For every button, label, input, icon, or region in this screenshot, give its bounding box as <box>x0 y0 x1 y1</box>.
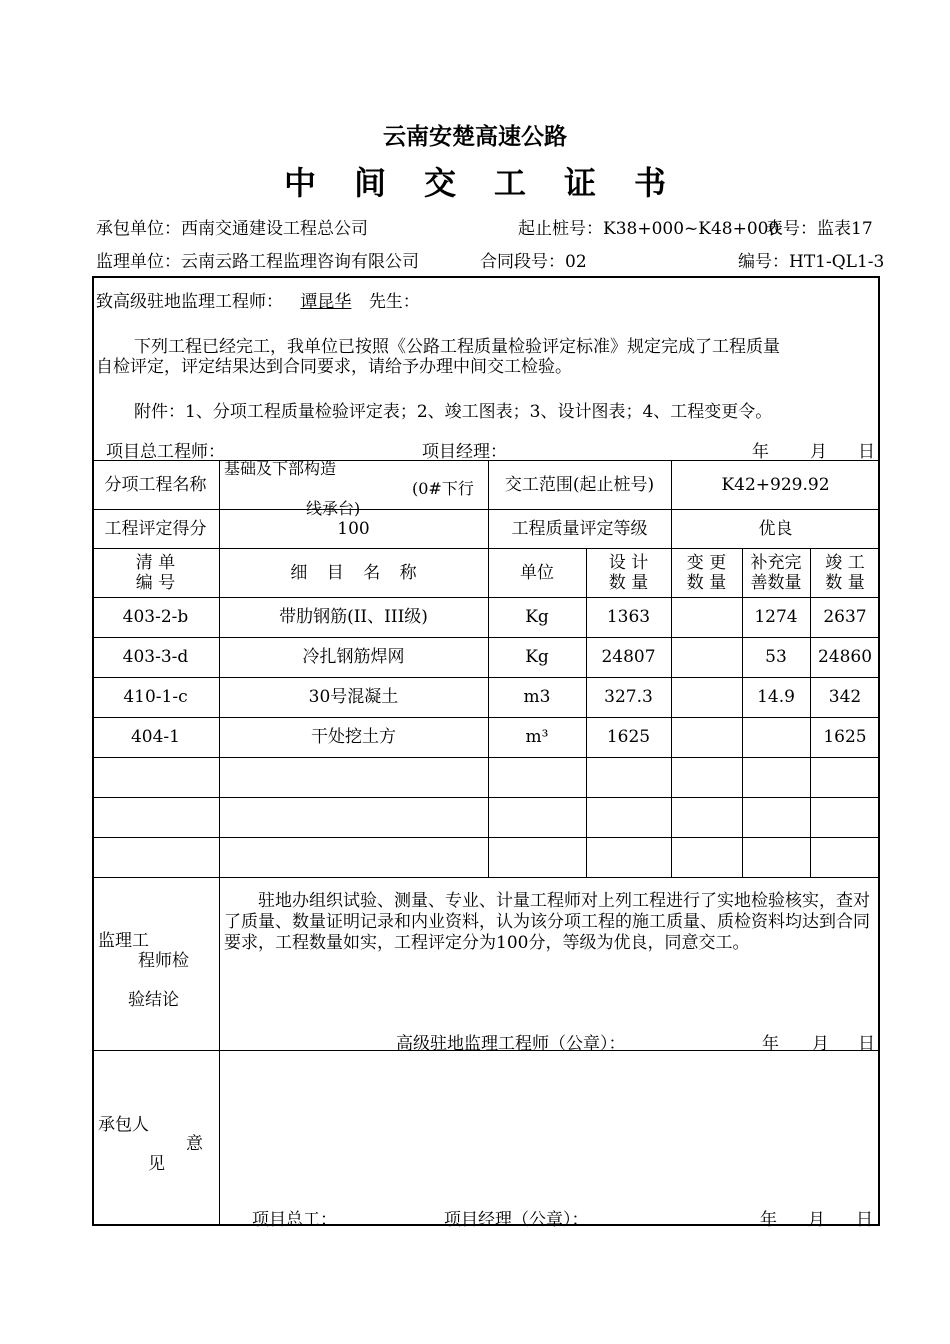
header-design-line2: 数 量 <box>608 572 649 593</box>
header-final <box>810 548 880 597</box>
attachments: 附件：1、分项工程质量检验评定表；2、竣工图表；3、设计图表；4、工程变更令。 <box>134 402 773 422</box>
date-month: 月 <box>810 442 827 462</box>
conclusion-signer: 高级驻地监理工程师（公章）： <box>396 1034 626 1054</box>
row-item-name: 冷扎钢筋焊网 <box>302 647 405 667</box>
row-item-name: 30号混凝土 <box>308 687 399 707</box>
contractor-label-line1: 承包人 <box>98 1115 149 1135</box>
row-unit: m³ <box>525 727 549 747</box>
contractor-chief: 项目总工： <box>252 1210 337 1230</box>
supervisor-unit: 监理单位：云南云路工程监理咨询有限公司 <box>96 252 419 272</box>
row-supplement-qty: 53 <box>765 647 787 667</box>
row-change-qty <box>671 637 742 677</box>
header-code <box>92 548 219 597</box>
contractor-unit: 承包单位：西南交通建设工程总公司 <box>96 219 368 239</box>
row-final-qty: 2637 <box>823 607 867 627</box>
row-unit: Kg <box>525 607 549 627</box>
contractor-label-line2: 意 <box>186 1134 203 1154</box>
conclusion-day: 日 <box>858 1034 875 1054</box>
header-supp-line1: 补充完 <box>750 552 802 573</box>
header-change <box>671 548 742 597</box>
serial-number: 编号：HT1-QL1-3 <box>738 252 885 272</box>
salutation-prefix: 致高级驻地监理工程师： <box>96 292 283 312</box>
row-code: 403-3-d <box>122 647 189 667</box>
conclusion-text: 驻地办组织试验、测量、专业、计量工程师对上列工程进行了实地检验核实，查对了质量、数量证明记录和内业资料，认为该分项工程的施工质量、质检资料均达到合同要求，工程数量如实，工程评定分为100分，等级为优良，同意交工。 <box>224 891 870 953</box>
header-final-line1: 竣 工 <box>825 552 865 573</box>
row-change-qty <box>671 597 742 637</box>
row-item-name: 带肋钢筋(II、III级) <box>279 607 428 627</box>
row-unit: m3 <box>523 687 551 707</box>
letter-body-line1: 下列工程已经完工，我单位已按照《公路工程质量检验评定标准》规定完成了工程质量 <box>134 337 780 357</box>
contractor-day: 日 <box>856 1210 873 1230</box>
conclusion-month: 月 <box>812 1034 829 1054</box>
row-code: 403-2-b <box>122 607 189 627</box>
header-code-line2: 编 号 <box>135 572 176 593</box>
row-code: 404-1 <box>130 727 180 747</box>
contractor-label-line3: 见 <box>148 1154 165 1174</box>
grade-value: 优良 <box>758 518 793 539</box>
header-name: 细 目 名 称 <box>290 562 417 583</box>
row-code: 410-1-c <box>123 687 188 707</box>
salutation <box>96 287 420 312</box>
subitem-label: 分项工程名称 <box>104 474 207 495</box>
row-supplement-qty <box>742 717 810 757</box>
row-unit: Kg <box>525 647 549 667</box>
header-supplement <box>742 548 810 597</box>
row-change-qty <box>671 717 742 757</box>
header-change-line1: 变 更 <box>686 552 727 573</box>
header-design-line1: 设 计 <box>608 552 649 573</box>
range-value: K42+929.92 <box>721 474 830 495</box>
row-change-qty <box>671 677 742 717</box>
contractor-year: 年 <box>760 1210 777 1230</box>
divider <box>92 797 880 798</box>
conclusion-label-line1: 监理工 <box>98 931 149 951</box>
grade-label: 工程质量评定等级 <box>511 518 648 539</box>
row-design-qty: 1625 <box>606 727 651 747</box>
row-supplement-qty: 14.9 <box>757 687 795 707</box>
engineer-name: 谭昆华 <box>300 292 352 312</box>
salutation-suffix: 先生： <box>368 292 420 312</box>
contractor-manager: 项目经理（公章）： <box>444 1210 589 1230</box>
subitem-value-line3: 线承台) <box>306 499 361 518</box>
certificate-title: 中间交工证书 <box>283 164 704 202</box>
subitem-value-line2: (0#下行 <box>412 479 474 498</box>
contract-section: 合同段号：02 <box>480 252 587 272</box>
chief-engineer-label: 项目总工程师： <box>106 442 225 462</box>
header-change-line2: 数 量 <box>686 572 727 593</box>
row-final-qty: 342 <box>828 687 862 707</box>
letter-body-line2: 自检评定，评定结果达到合同要求，请给予办理中间交工检验。 <box>96 357 572 377</box>
row-final-qty: 1625 <box>823 727 867 747</box>
score-label: 工程评定得分 <box>104 518 207 539</box>
conclusion-label-line3: 验结论 <box>128 990 179 1010</box>
header-code-line1: 清 单 <box>135 552 176 573</box>
contractor-month: 月 <box>808 1210 825 1230</box>
header-final-line2: 数 量 <box>825 572 865 593</box>
row-design-qty: 1363 <box>606 607 651 627</box>
document-title: 云南安楚高速公路 <box>383 124 567 150</box>
form-number: 表号：监表17 <box>766 219 873 239</box>
project-manager-label: 项目经理： <box>422 442 507 462</box>
score-value: 100 <box>337 518 370 539</box>
range-label: 交工范围(起止桩号) <box>504 474 655 495</box>
row-final-qty: 24860 <box>817 647 873 667</box>
date-year: 年 <box>752 442 769 462</box>
conclusion-label-line2: 程师检 <box>138 951 189 971</box>
row-design-qty: 24807 <box>601 647 656 667</box>
divider <box>92 877 880 878</box>
divider <box>92 837 880 838</box>
divider <box>92 757 880 758</box>
conclusion-year: 年 <box>762 1034 779 1054</box>
date-day: 日 <box>858 442 875 462</box>
station-range: 起止桩号：K38+000~K48+000 <box>518 219 780 239</box>
row-design-qty: 327.3 <box>604 687 653 707</box>
row-item-name: 干处挖土方 <box>311 727 396 747</box>
row-supplement-qty: 1274 <box>754 607 798 627</box>
header-unit: 单位 <box>520 562 554 583</box>
header-supp-line2: 善数量 <box>750 572 802 593</box>
header-design <box>586 548 671 597</box>
subitem-value-line1: 基础及下部构造 <box>224 459 337 478</box>
